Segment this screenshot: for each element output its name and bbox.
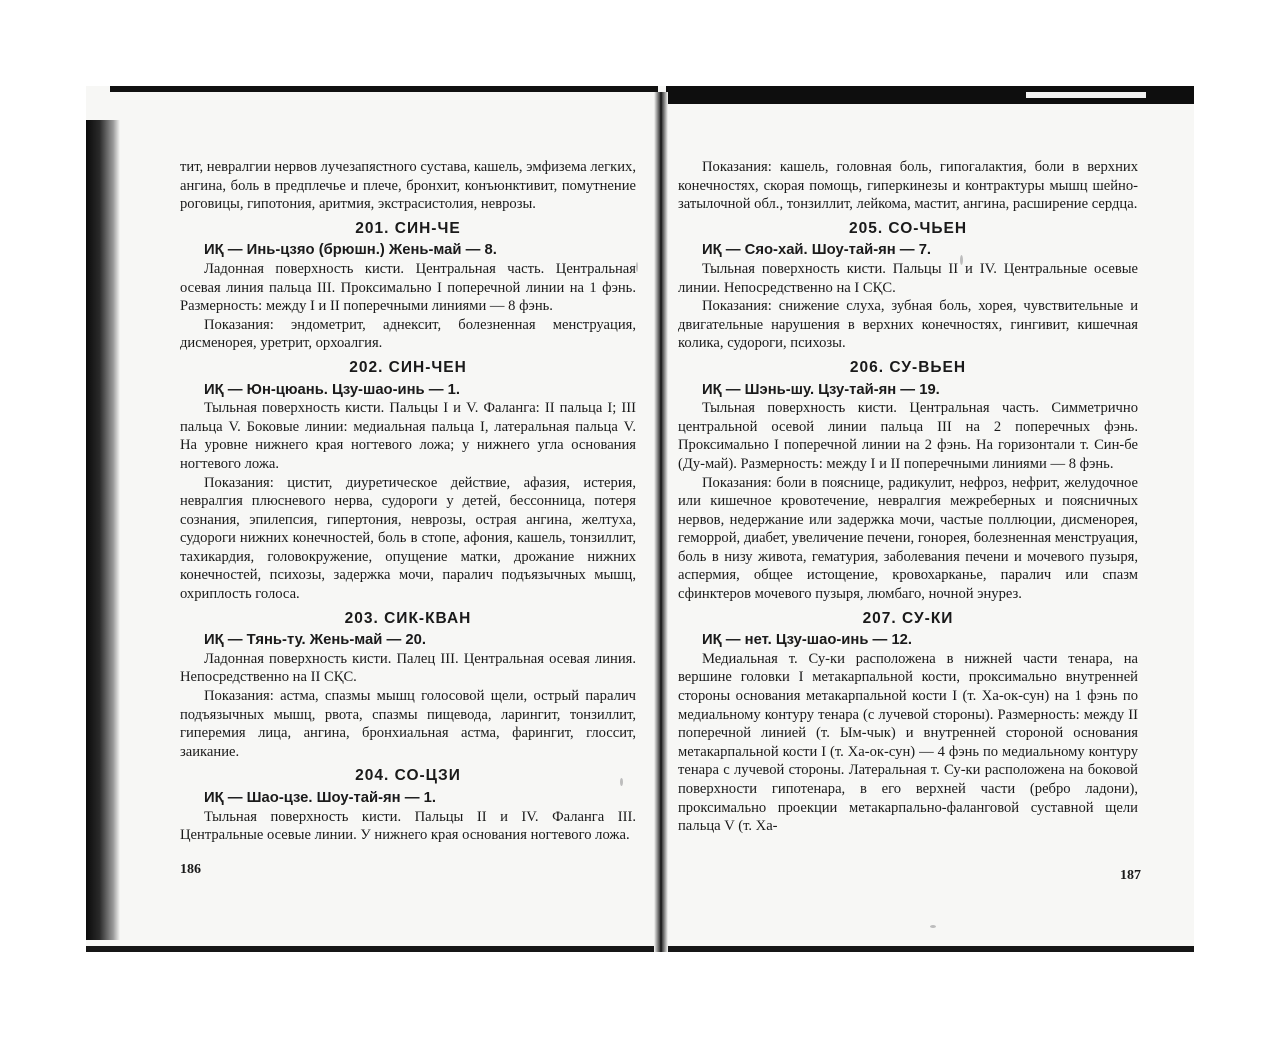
section-201 <box>180 220 636 353</box>
section-indications: Показания: цистит, диуретическое действие, афазия, истерия, невралгия плюсневого нерва, судороги у детей, бессонница, потеря сознания, эпилепсия, гипертония, неврозы, острая ангина, желтуха, судороги нижних конечностей, боль в стопе, афония, кашель, тонзиллит, тахикардия, головокружение, опущение матки, дрожание нижних конечностей, психозы, задержка мочи, паралич подъязычных мышц, охриплость голоса. <box>180 474 636 603</box>
section-location: Тыльная поверхность кисти. Центральная часть. Симметрично центральной осевой линии пальца III на 2 поперечных фэнь. Проксимально I поперечной линии на 2 фэнь. На горизонтали т. Син-бе (Ду-май). Размерность: между I и II поперечными линиями — 8 фэнь. <box>678 400 1138 472</box>
section-location: Тыльная поверхность кисти. Пальцы II и IV. Центральные осевые линии. Непосредственно на I СҚС. <box>678 260 1138 296</box>
section-ik: ИҚ — Сяо-хай. Шоу-тай-ян — 7. <box>702 242 932 259</box>
section-location: Ладонная поверхность кисти. Центральная часть. Центральная осевая линия пальца III. Проксимально I поперечной линии на 1 фэнь. Размерность: между I и II поперечными линиями — 8 фэнь. <box>180 260 636 315</box>
left-page <box>180 158 636 845</box>
section-title: 202. СИН-ЧЕН <box>349 358 467 376</box>
scan-edge-bottom <box>86 946 1194 952</box>
section-indications: Показания: астма, спазмы мышц голосовой щели, острый паралич подъязычных мышц, рвота, спазмы пищевода, ларингит, тонзиллит, гиперемия лица, ангина, бронхиальная астма, фарингит, глоссит, заикание. <box>180 688 636 760</box>
section-location: Тыльная поверхность кисти. Пальцы I и V. Фаланга: II пальца I; III пальца V. Боковые линии: медиальная пальца I, латеральная пальца V. На уровне нижнего края ногтевого ложа; у нижнего угла основания ногтевого ложа. <box>180 400 636 472</box>
section-indications: Показания: боли в пояснице, радикулит, нефроз, нефрит, желудочное или кишечное кровотечение, невралгия межреберных и поясничных нервов, недержание или задержка мочи, частые поллюции, дисменорея, геморрой, диабет, увеличение печени, гонорея, болезненная менструация, боль в низу живота, гематурия, заболевания печени и мочевого пузыря, аспермия, общее истощение, кровохарканье, паралич или спазм сфинктеров мочевого пузыря, люмбаго, ночной энурез. <box>678 474 1138 603</box>
section-location: Тыльная поверхность кисти. Пальцы II и IV. Фаланга III. Центральные осевые линии. У нижнего края основания ногтевого ложа. <box>180 808 636 844</box>
section-205 <box>678 220 1138 353</box>
section-title: 201. СИН-ЧЕ <box>355 219 461 237</box>
section-204 <box>180 767 636 844</box>
section-ik: ИҚ — Тянь-ту. Жень-май — 20. <box>204 632 426 649</box>
scan-speck <box>930 925 936 928</box>
section-203 <box>180 610 636 762</box>
scan-speck <box>636 262 638 272</box>
section-indications: Показания: снижение слуха, зубная боль, хорея, чувствительные и двигательные нарушения в верхних конечностях, гингивит, кишечная колика, судороги, психозы. <box>678 298 1138 352</box>
section-ik: ИҚ — Инь-цзяо (брюшн.) Жень-май — 8. <box>204 242 497 259</box>
scan-edge-left <box>86 120 120 940</box>
right-page <box>678 158 1138 836</box>
section-ik: ИҚ — Шэнь-шу. Цзу-тай-ян — 19. <box>702 381 940 398</box>
section-title: 207. СУ-КИ <box>862 609 954 627</box>
section-location: Медиальная т. Су-ки расположена в нижней части тенара, на вершине головки I метакарпальной кости, проксимально внутренней стороны основания метакарпальной кости I (т. Ха-ок-сун) на 1 фэнь по медиальному контуру тенара (с лучевой стороны). Размерность: между II поперечной линией (т. Ым-чык) и внутренней стороной основания метакарпальной кости I (т. Ха-ок-сун) — 4 фэнь по медиальному контуру тенара с лучевой стороны. Латеральная т. Су-ки расположена на боковой поверхности гипотенара, в его верхней части (ребро ладони), проксимально проекции метакарпально-фаланговой суставной щели пальца V (т. Ха- <box>678 650 1138 835</box>
left-intro-text: тит, невралгии нервов лучезапястного сустава, кашель, эмфизема легких, ангина, боль в предплечье и плече, бронхит, конъюнктивит, помутнение роговицы, гипотония, аритмия, экстрасистолия, неврозы. <box>180 159 636 213</box>
section-indications: Показания: эндометрит, аднексит, болезненная менструация, дисменорея, уретрит, орхоалгия. <box>180 316 636 352</box>
section-ik: ИҚ — Юн-цюань. Цзу-шао-инь — 1. <box>204 381 460 398</box>
section-207 <box>678 610 1138 836</box>
section-ik: ИҚ — Шао-цзе. Шоу-тай-ян — 1. <box>204 790 436 806</box>
right-intro-text: Показания: кашель, головная боль, гипогалактия, боли в верхних конечностях, скорая помощь, гиперкинезы и контрактуры мышц шейно-затылочной обл., тонзиллит, лейкома, мастит, ангина, расширение сердца. <box>678 159 1138 213</box>
scan-edge-top-right <box>666 86 1194 104</box>
scan-edge-top-left <box>110 86 658 92</box>
section-202 <box>180 359 636 604</box>
page-number-right: 187 <box>1120 868 1141 883</box>
section-title: 206. СУ-ВЬЕН <box>849 358 967 376</box>
page-number-left: 186 <box>180 862 201 877</box>
book-gutter <box>654 92 668 952</box>
section-title: 203. СИК-КВАН <box>344 609 472 627</box>
section-206 <box>678 359 1138 604</box>
section-ik: ИҚ — нет. Цзу-шао-инь — 12. <box>702 632 913 649</box>
section-location: Ладонная поверхность кисти. Палец III. Центральная осевая линия. Непосредственно на II СҚС. <box>180 650 636 686</box>
section-title: 204. СО-ЦЗИ <box>355 767 461 785</box>
section-title: 205. СО-ЧЬЕН <box>848 219 968 237</box>
